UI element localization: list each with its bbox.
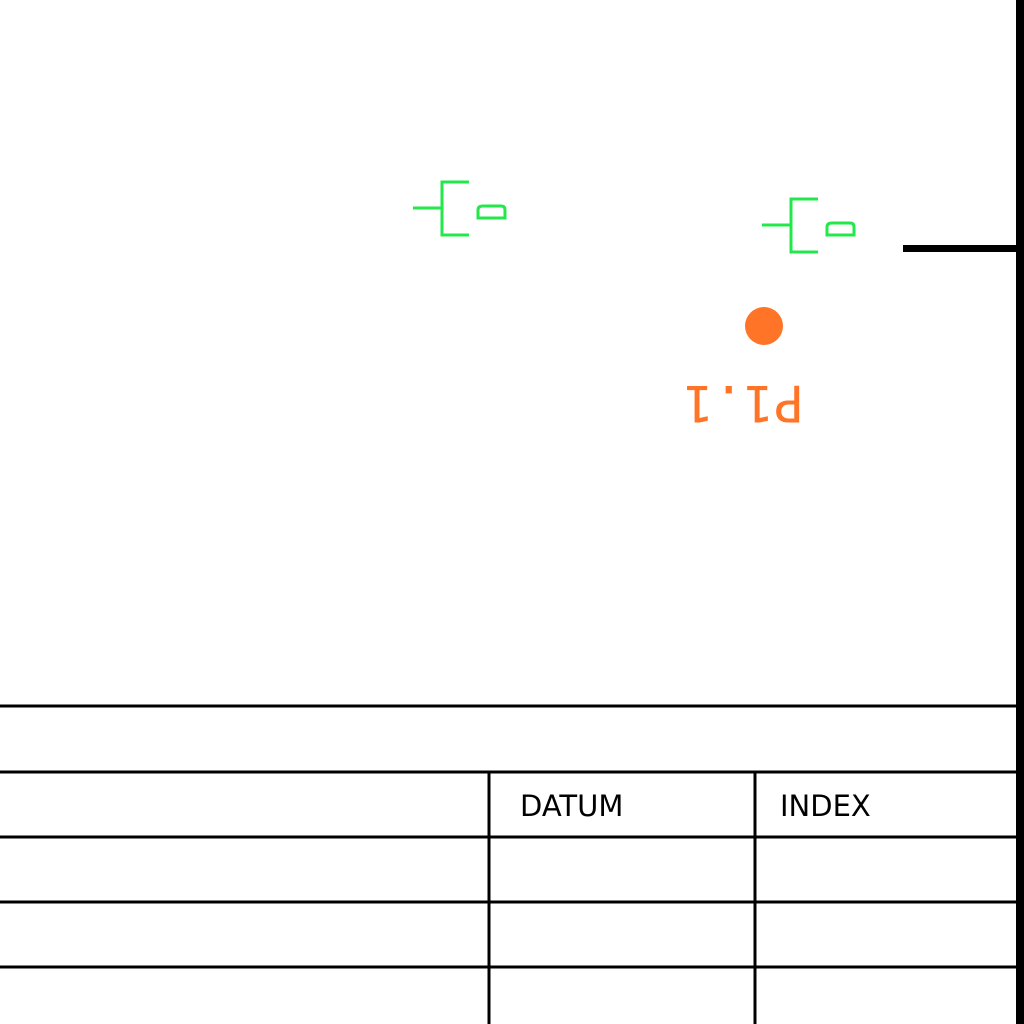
connection-line [903, 245, 1018, 252]
title-block-grid [0, 706, 1018, 1024]
index-column-header: INDEX [780, 789, 871, 823]
point-dot-icon [745, 307, 783, 345]
point-label: P1.1 [683, 374, 804, 432]
bracket-connector-icon [762, 199, 854, 252]
bracket-connector-icon [413, 182, 505, 235]
datum-column-header: DATUM [520, 789, 624, 823]
frame-border-right [1016, 0, 1024, 1024]
